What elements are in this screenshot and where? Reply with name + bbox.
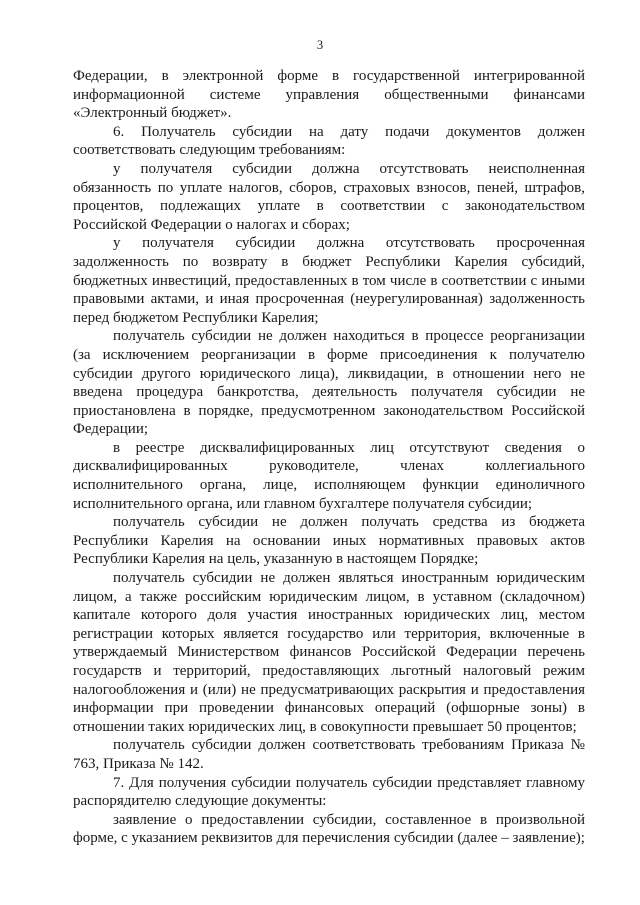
paragraph-requirement-overdue-debt: у получателя субсидии должна отсутствовать просроченная задолженность по возврату в бюджет Республики Карелия субсидий, бюджетных инвестиций, предоставленных в том числе в соответствии с иными правовыми актами, и иная просроченная (неурегулированная) задолженность перед бюджетом Республики Карелия; — [73, 235, 585, 326]
page-number: 3 — [316, 38, 324, 52]
paragraph-requirement-taxes: у получателя субсидии должна отсутствовать неисполненная обязанность по уплате налогов, сборов, страховых взносов, пеней, штрафов, процентов, подлежащих уплате в соответствии с законодательством Российской Федерации о налогах и сборах; — [73, 160, 585, 233]
paragraph-continuation: Федерации, в электронной форме в государственной интегрированной информационной системе управления общественными финансами «Электронный бюджет». — [73, 68, 585, 122]
paragraph-requirement-other-funds: получатель субсидии не должен получать средства из бюджета Республики Карелия на основании иных нормативных правовых актов Республики Карелия на цель, указанную в настоящем Порядке; — [73, 514, 585, 568]
paragraph-item-7: 7. Для получения субсидии получатель субсидии представляет главному распорядителю следующие документы: — [73, 774, 585, 810]
paragraph-requirement-foreign-entity: получатель субсидии не должен являться иностранным юридическим лицом, а также российским юридическим лицом, в уставном (складочном) капитале которого доля участия иностранных юридических лиц, местом регистрации которых является государство или территория, включенные в утверждаемый Министерством финансов Российской Федерации перечень государств и территорий, предоставляющих льготный налоговый режим налогообложения и (или) не предусматривающих раскрытия и предоставления информации при проведении финансовых операций (офшорные зоны) в отношении таких юридических лиц, в совокупности превышает 50 процентов; — [73, 570, 585, 735]
paragraph-requirement-orders: получатель субсидии должен соответствовать требованиям Приказа № 763, Приказа № 142. — [73, 737, 585, 772]
document-body — [73, 67, 585, 848]
paragraph-application: заявление о предоставлении субсидии, составленное в произвольной форме, с указанием реквизитов для перечисления субсидии (далее – заявление); — [73, 811, 585, 847]
paragraph-item-6: 6. Получатель субсидии на дату подачи документов должен соответствовать следующим требованиям: — [73, 123, 585, 159]
paragraph-requirement-reorganization: получатель субсидии не должен находиться в процессе реорганизации (за исключением реорганизации в форме присоединения к получателю субсидии другого юридического лица), ликвидации, в отношении него не введена процедура банкротства, деятельность получателя субсидии не приостановлена в порядке, предусмотренном законодательством Российской Федерации; — [73, 328, 585, 438]
paragraph-requirement-disqualified-registry: в реестре дисквалифицированных лиц отсутствуют сведения о дисквалифицированных руководителе, членах коллегиального исполнительного органа, лице, исполняющем функции единоличного исполнительного органа, или главном бухгалтере получателя субсидии; — [73, 439, 585, 512]
